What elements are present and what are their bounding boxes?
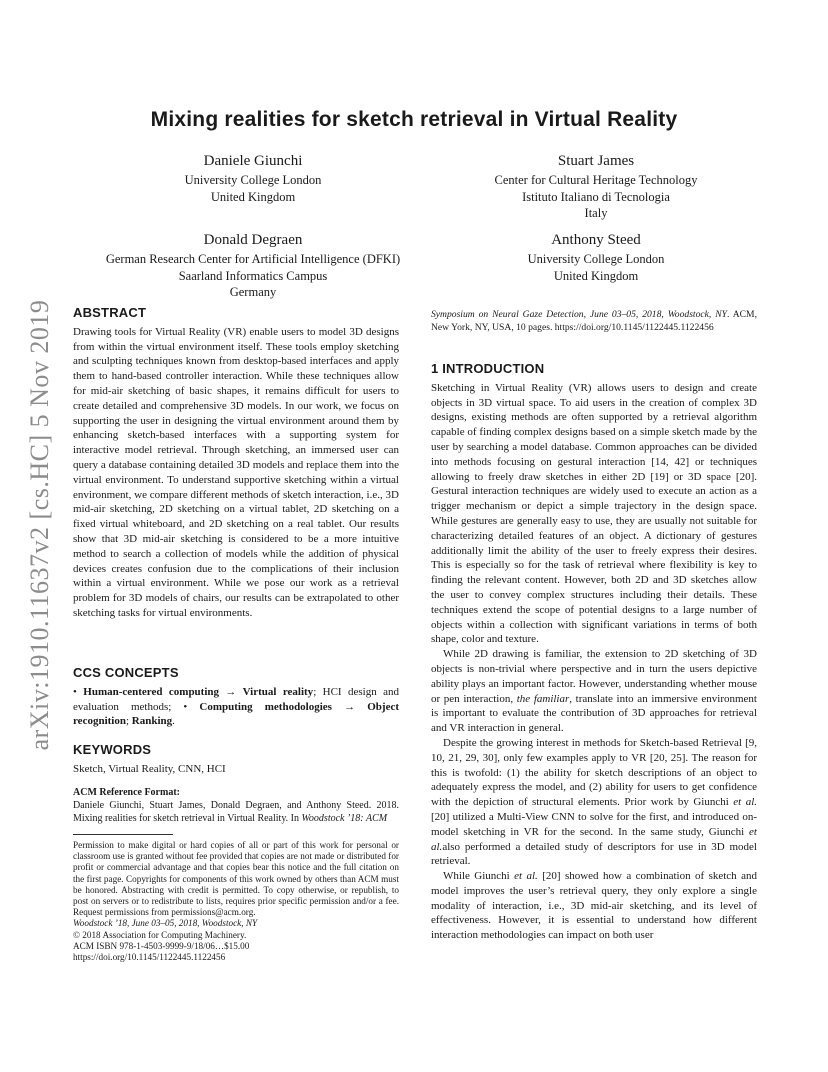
footnote-divider: [73, 834, 173, 835]
permission-notice: [73, 840, 399, 963]
permission-venue: Woodstock ’18, June 03–05, 2018, Woodstock, NY: [73, 918, 258, 929]
introduction-heading: 1 INTRODUCTION: [431, 361, 545, 376]
symposium-text: Symposium on Neural Gaze Detection, June 03–05, 2018, Woodstock, NY. ACM, New York, NY, USA, 10 pages. https://doi.org/10.1145/1122445.1122456: [431, 309, 757, 333]
copyright-line: © 2018 Association for Computing Machinery.: [73, 929, 247, 940]
paper-title: Mixing realities for sketch retrieval in Virtual Reality: [150, 108, 678, 131]
author-name: Donald Degraen: [203, 232, 303, 248]
author-affiliation: United Kingdom: [553, 268, 639, 283]
symposium-reference: [431, 308, 757, 334]
author-affiliation: United Kingdom: [210, 189, 296, 204]
author-block: [436, 230, 756, 284]
acm-reference-heading: ACM Reference Format:: [73, 787, 180, 798]
doi-line: https://doi.org/10.1145/1122445.1122456: [73, 952, 226, 963]
author-name: Stuart James: [557, 153, 635, 169]
acm-reference: [73, 786, 399, 825]
abstract-text: Drawing tools for Virtual Reality (VR) enable users to model 3D designs from within the virtual environment itself. These tools employ sketching and sculpting techniques known from desktop-based interfaces and apply them to hand-based controller interaction. While these techniques allow for mid-air sketching of basic shapes, it remains difficult for users to create detailed and comprehensive 3D models. In our work, we focus on supporting the user in designing the virtual environment around them by enhancing sketch-based interfaces with a supporting system for interactive model retrieval. Through sketching, an immersed user can query a database containing detailed 3D models and replace them into the virtual environment. To understand supportive sketching within a virtual environment, we compare different methods of sketch interaction, i.e., 3D mid-air sketching, 2D sketching on a virtual tablet, 2D sketching on a fixed virtual whiteboard, and 2D sketching on a real tablet. Our results show that 3D mid-air sketching is considered to be a more intuitive method to search a collection of models while the addition of physical devices creates confusion due to the complications of their inclusion within a virtual environment. While we pose our work as a retrieval problem for 3D models of chairs, our results can be extrapolated to other sketching tasks for virtual environments.: [73, 325, 399, 619]
author-affiliation: University College London: [527, 252, 665, 266]
keywords-heading: KEYWORDS: [73, 742, 152, 757]
author-affiliation: Saarland Informatics Campus: [178, 268, 328, 283]
isbn-line: ACM ISBN 978-1-4503-9999-9/18/06…$15.00: [73, 940, 250, 951]
abstract-heading: ABSTRACT: [73, 305, 147, 320]
intro-paragraph: While Giunchi et al. [20] showed how a combination of sketch and model improves the user’s retrieval query, they only explore a single modality of interaction, i.e., 3D mid-air sketching, and its level of effectiveness. However, it is essential to understand how different interaction methodologies can impact on both user: [431, 870, 757, 942]
keywords-text: Sketch, Virtual Reality, CNN, HCI: [73, 762, 226, 775]
author-affiliation: German Research Center for Artificial Intelligence (DFKI): [105, 252, 401, 266]
intro-paragraph: While 2D drawing is familiar, the extension to 2D sketching of 3D objects is non-trivial where perspective and in turn the users depictive ability plays an important factor. However, understanding whether mouse or pen interaction, the familiar, translate into an immersive environment is important to evaluate the contribution of 3D approaches for retrieval and VR interaction in general.: [431, 648, 757, 735]
author-affiliation: University College London: [184, 173, 322, 187]
arxiv-stamp: [20, 290, 60, 760]
intro-paragraph: Sketching in Virtual Reality (VR) allows users to design and create objects in 3D virtual space. To aid users in the creation of complex 3D designs, existing methods are often supported by a retrieval algorithm capable of finding complex designs based on a simple sketch made by the user by searching a model database. Common approaches can be divided into methods focusing on gestural interaction [14, 42] or techniques allowing to freely draw sketches in either 2D [19] or 3D space [20]. Gestural interaction techniques are widely used to execute an action as a trigger mechanism or depict a simple trajectory in the design space. While gestures are generally easy to use, they are usually not suitable for characterizing detailed features of an object. A dictionary of gestures additionally limit the ability of the user to freely express their desires. This is especially so for the task of retrieval where flexibility is key to finding the relevant content. However, both 2D and 3D sketches allow the user to convey complex structures including their details. These techniques extend the scope of potential designs to a large number of objects within a collection with significant variations in terms of both shape, color and texture.: [431, 381, 757, 646]
author-block: [436, 151, 756, 222]
keywords-section: [73, 743, 399, 777]
author-affiliation: Italy: [584, 206, 608, 220]
author-name: Anthony Steed: [551, 232, 641, 248]
author-affiliation: Istituto Italiano di Tecnologia: [522, 189, 670, 204]
author-affiliation: Germany: [229, 285, 277, 299]
author-name: Daniele Giunchi: [203, 153, 303, 169]
abstract-section: [73, 306, 399, 621]
introduction-section: [431, 362, 757, 943]
ccs-section: [73, 666, 399, 729]
acm-reference-text: Daniele Giunchi, Stuart James, Donald Degraen, and Anthony Steed. 2018. Mixing realities for sketch retrieval in Virtual Reality. In Woodstock ’18: ACM: [73, 800, 399, 824]
ccs-heading: CCS CONCEPTS: [73, 665, 179, 680]
author-affiliation: Center for Cultural Heritage Technology: [494, 173, 698, 187]
author-block: [123, 151, 383, 205]
arxiv-id: arXiv:1910.11637v2 [cs.HC] 5 Nov 2019: [25, 299, 54, 751]
author-block: [63, 230, 443, 301]
permission-text: Permission to make digital or hard copies of all or part of this work for personal or classroom use is granted without fee provided that copies are not made or distributed for profit or commercial advantage and that copies bear this notice and the full citation on the first page. Copyrights for components of this work owned by others than ACM must be honored. Abstracting with credit is permitted. To copy otherwise, or republish, to post on servers or to redistribute to lists, requires prior specific permission and/or a fee. Request permissions from permissions@acm.org.: [73, 840, 399, 918]
ccs-text: • Human-centered computing → Virtual reality; HCI design and evaluation methods; • Computing methodologies → Object recognition; Ranking.: [73, 685, 399, 728]
intro-paragraph: Despite the growing interest in methods for Sketch-based Retrieval [9, 10, 21, 29, 30], only few examples apply to VR [20, 25]. The reason for this is twofold: (1) the ability for sketch descriptions of an object to adequately express the model, and (2) ability for users to get confidence with the depiction of structural elements. Prior work by Giunchi et al. [20] utilized a Multi-View CNN to solve for the first, and introduced on-model sketching in VR for the second. In the same study, Giunchi et al.also performed a detailed study of descriptors for use in 3D model retrieval.: [431, 736, 758, 868]
